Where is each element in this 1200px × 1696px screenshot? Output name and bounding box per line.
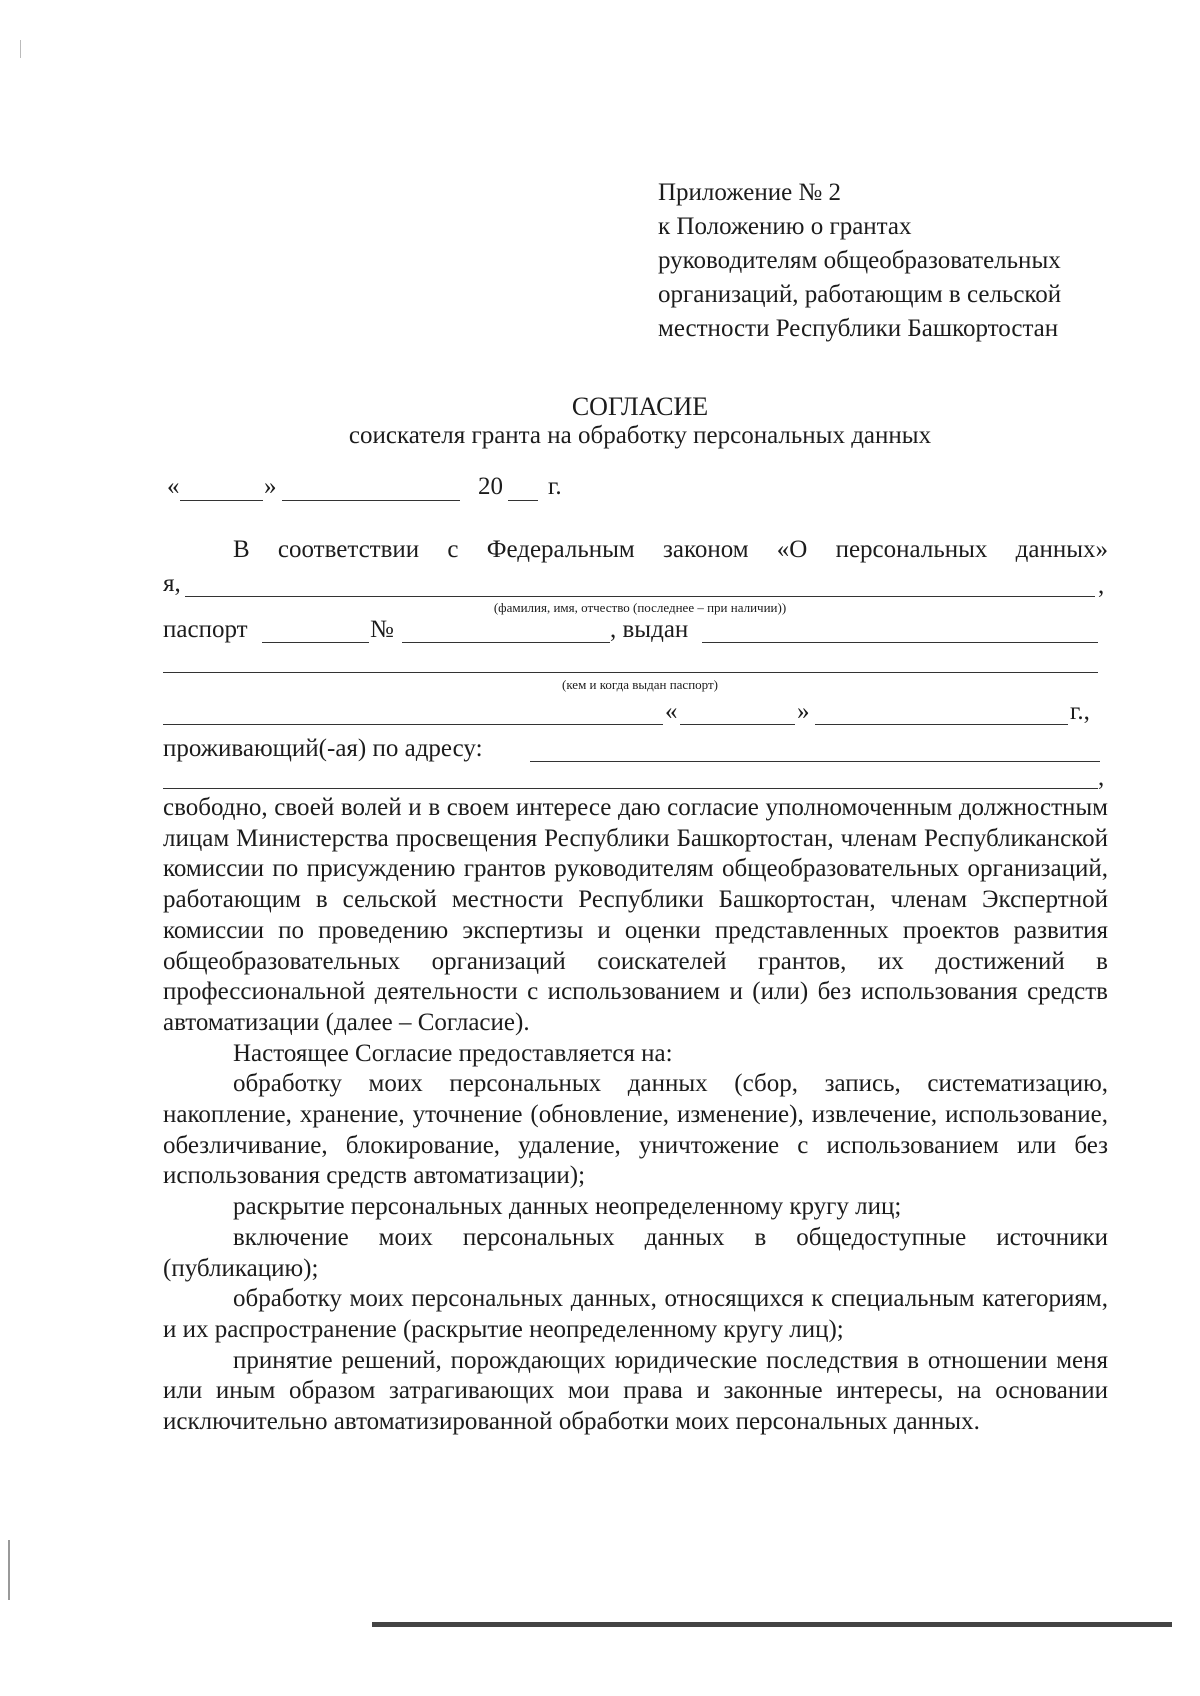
consent-paragraph: обработку моих персональных данных, относящихся к специальным категориям, и их распространение (раскрытие неопределенному кругу лиц); — [163, 1285, 1108, 1343]
consent-paragraph: раскрытие персональных данных неопределенному кругу лиц; — [233, 1193, 902, 1221]
annex-line: к Положению о грантах — [658, 213, 912, 240]
fio-blank[interactable] — [185, 596, 1095, 597]
page-bottom-rule — [372, 1622, 1172, 1627]
address-blank[interactable] — [530, 761, 1100, 762]
annex-line: местности Республики Башкортостан — [658, 315, 1059, 342]
year-prefix: 20 — [478, 473, 503, 500]
address-blank-2[interactable] — [163, 788, 1098, 789]
consent-paragraph: свободно, своей волей и в своем интересе даю согласие уполномоченным должностным лицам Министерства просвещения Республики Башкортостан, членам Республиканской комиссии по присуждению грантов руководителям общеобразовательных организаций, работающим в сельской местности Республики Башкортостан, членам Экспертной комиссии по проведению экспертизы и оценки представленных проектов развития общеобразовательных организаций соискателей грантов, их достижений в профессиональной деятельности с использованием и (или) без использования средств автоматизации (далее – Согласие). — [163, 794, 1108, 1036]
issuer-blank[interactable] — [163, 724, 663, 725]
date-open-quote: « — [167, 473, 180, 500]
intro-text: В соответствии с Федеральным законом «О персональных данных» — [233, 536, 1108, 563]
annex-block — [658, 176, 1061, 346]
document-title: СОГЛАСИЕ — [571, 392, 709, 421]
issue-open-quote: « — [665, 698, 678, 725]
issue-close-quote: » — [797, 698, 810, 725]
consent-body — [163, 793, 1108, 1438]
consent-paragraph: принятие решений, порождающих юридические последствия в отношении меня или иным образом затрагивающих мои права и законные интересы, на основании исключительно автоматизированной обработки моих персональных данных. — [163, 1346, 1108, 1436]
date-close-quote-wrap — [264, 473, 277, 501]
document-subtitle: соискателя гранта на обработку персональных данных — [348, 422, 932, 449]
consent-paragraph: включение моих персональных данных в общедоступные источники (публикацию); — [163, 1223, 1108, 1282]
scan-margin-mark — [8, 1540, 10, 1600]
passport-issued-blank-2[interactable] — [163, 672, 1098, 673]
year-blank[interactable] — [508, 500, 538, 501]
issue-month-blank[interactable] — [815, 724, 1068, 725]
issue-year-suffix: г., — [1070, 698, 1090, 725]
year-prefix-wrap — [478, 473, 503, 501]
ya-label: я, — [163, 570, 181, 597]
passport-issued-blank[interactable] — [702, 642, 1098, 643]
passport-label: паспорт — [163, 616, 248, 643]
fio-comma: , — [1098, 572, 1105, 599]
annex-line: организаций, работающим в сельской — [658, 281, 1062, 308]
address-comma: , — [1098, 764, 1105, 791]
consent-paragraph: Настоящее Согласие предоставляется на: — [233, 1039, 673, 1067]
passport-caption: (кем и когда выдан паспорт) — [561, 677, 718, 692]
scan-margin-mark — [20, 40, 21, 58]
day-blank[interactable] — [180, 500, 263, 501]
passport-issued-label: , выдан — [610, 616, 689, 643]
passport-series-blank[interactable] — [262, 642, 369, 643]
passport-number-sign: № — [370, 616, 394, 643]
annex-line: руководителям общеобразовательных — [658, 247, 1061, 274]
annex-line: Приложение № 2 — [658, 179, 842, 206]
date-line — [167, 473, 180, 501]
passport-number-blank[interactable] — [402, 642, 610, 643]
year-suffix: г. — [548, 473, 562, 500]
year-suffix-wrap — [548, 473, 562, 501]
consent-paragraph: обработку моих персональных данных (сбор, запись, систематизацию, накопление, хранение, уточнение (обновление, изменение), извлечение, использование, обезличивание, блокирование, удаление, уничтожение с использованием или без использования средств автоматизации); — [163, 1070, 1108, 1190]
fio-caption: (фамилия, имя, отчество (последнее – при наличии)) — [493, 600, 787, 615]
date-close-quote: » — [264, 473, 277, 500]
address-label: проживающий(-ая) по адресу: — [163, 735, 483, 762]
issue-day-blank[interactable] — [680, 724, 795, 725]
month-blank[interactable] — [282, 500, 460, 501]
